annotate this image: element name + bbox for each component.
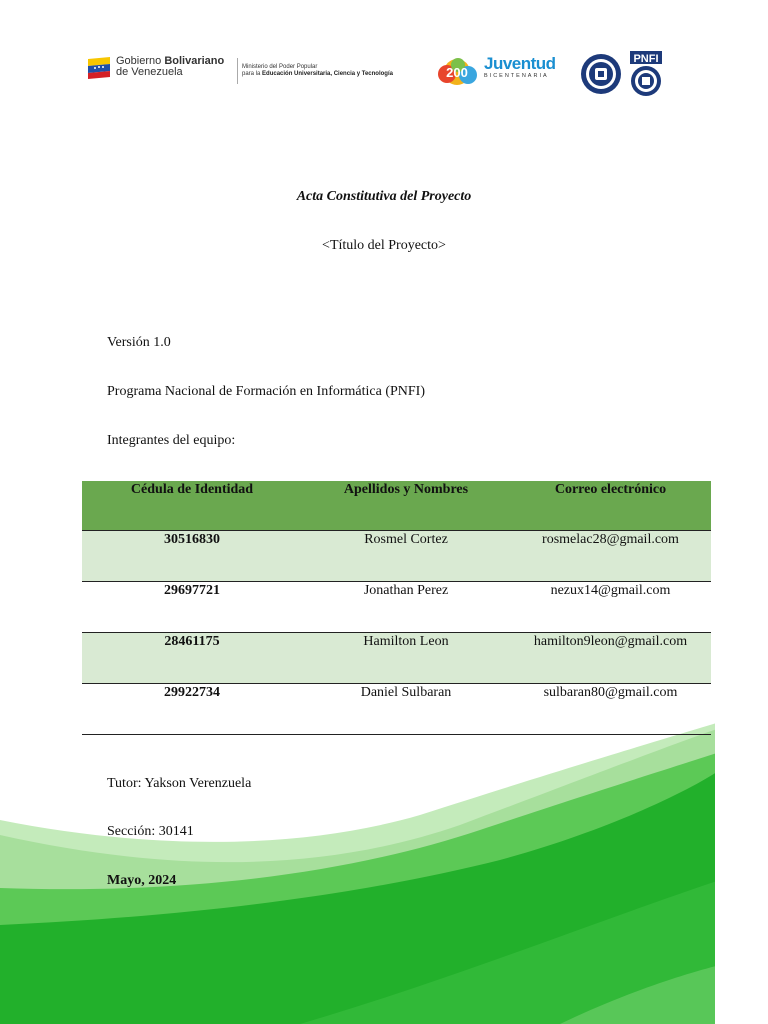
cedula-cell: 28461175	[82, 633, 302, 684]
correo-cell: rosmelac28@gmail.com	[510, 531, 711, 582]
correo-cell: hamilton9leon@gmail.com	[510, 633, 711, 684]
page-margin	[715, 0, 768, 1024]
gov-name-bold: Bolivariano	[164, 55, 225, 67]
team-table	[82, 481, 711, 735]
date-text: Mayo, 2024	[107, 873, 177, 888]
institution-banner	[86, 50, 666, 100]
header-nombre: Apellidos y Nombres	[302, 481, 510, 531]
pnfi-label: PNFI	[633, 53, 659, 65]
ministry-text	[242, 64, 442, 77]
table-row	[82, 531, 711, 582]
gov-name-line2: de Venezuela	[116, 66, 183, 78]
team-label: Integrantes del equipo:	[107, 433, 236, 448]
juventud-logo	[484, 55, 576, 91]
logo-200-text: 200	[446, 65, 468, 80]
program-text: Programa Nacional de Formación en Informática (PNFI)	[107, 384, 426, 399]
pnfi-emblem-icon	[628, 50, 664, 98]
cedula-cell: 29697721	[82, 582, 302, 633]
venezuela-flag-icon	[86, 55, 112, 79]
cedula-cell: 29922734	[82, 684, 302, 735]
header-cedula: Cédula de Identidad	[82, 481, 302, 531]
bicentennial-200-logo	[432, 54, 482, 88]
nombre-cell: Daniel Sulbaran	[302, 684, 510, 735]
version-text: Versión 1.0	[107, 335, 171, 350]
juventud-word: Juventud	[484, 54, 556, 73]
gov-name-light: Gobierno	[116, 55, 162, 67]
table-header-row	[82, 481, 711, 531]
pnfi-logo	[628, 50, 664, 98]
nombre-cell: Jonathan Perez	[302, 582, 510, 633]
ministry-line2-bold: Educación Universitaria, Ciencia y Tecnología	[262, 70, 393, 77]
juventud-sub: BICENTENARIA	[484, 73, 549, 79]
cedula-cell: 30516830	[82, 531, 302, 582]
nombre-cell: Rosmel Cortez	[302, 531, 510, 582]
banner-divider	[237, 58, 238, 84]
nombre-cell: Hamilton Leon	[302, 633, 510, 684]
document-title: Acta Constitutiva del Proyecto	[296, 189, 472, 204]
tutor-text: Tutor: Yakson Verenzuela	[107, 776, 252, 791]
project-title-placeholder: <Título del Proyecto>	[322, 238, 446, 253]
university-seal-icon	[580, 53, 622, 95]
government-logo	[86, 55, 224, 79]
ministry-line2-prefix: para la	[242, 70, 261, 77]
section-text: Sección: 30141	[107, 824, 194, 839]
table-row	[82, 684, 711, 735]
correo-cell: nezux14@gmail.com	[510, 582, 711, 633]
table-row	[82, 582, 711, 633]
header-correo: Correo electrónico	[510, 481, 711, 531]
table-row	[82, 633, 711, 684]
ministry-line1: Ministerio del Poder Popular	[242, 64, 318, 70]
correo-cell: sulbaran80@gmail.com	[510, 684, 711, 735]
